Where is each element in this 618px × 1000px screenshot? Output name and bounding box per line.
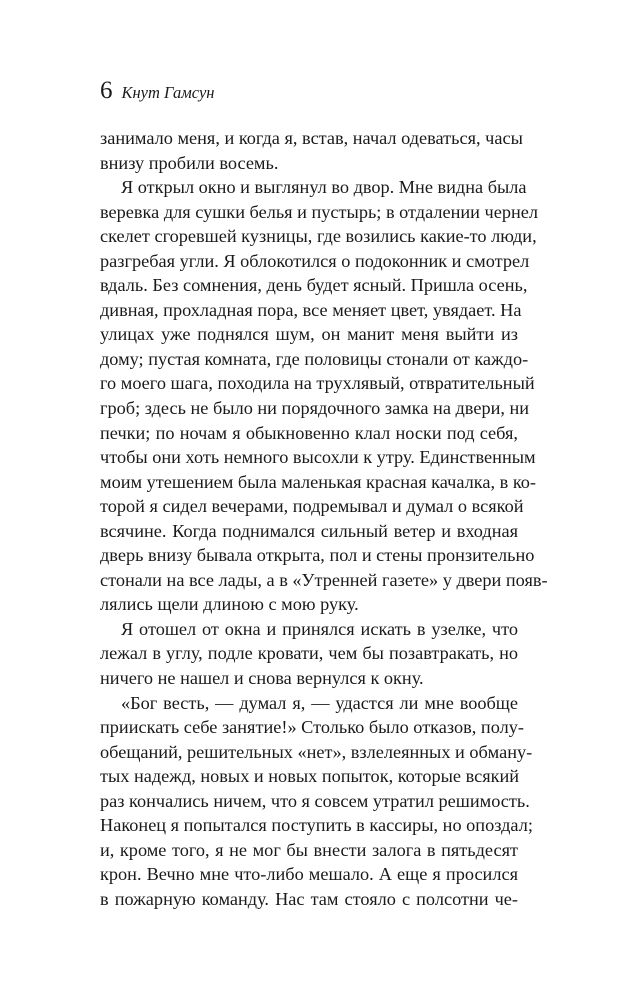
- text-line: чтобы они хоть немного высохли к утру. Единственным: [100, 447, 536, 468]
- text-line: Я открыл окно и выглянул во двор. Мне видна была: [121, 177, 527, 198]
- text-line: всячине. Когда поднимался сильный ветер и входная: [100, 520, 518, 541]
- text-line: Наконец я попытался поступить в кассиры, но опоздал;: [100, 815, 533, 836]
- text-line: дому; пустая комната, где половицы стонали от каждо-: [100, 348, 529, 369]
- text-line: «Бог весть, — думал я, — удастся ли мне вообще: [121, 692, 518, 713]
- text-line: го моего шага, походила на трухлявый, отвратительный: [100, 373, 535, 394]
- text-line: обещаний, решительных «нет», взлелеянных и обману-: [100, 741, 533, 762]
- text-line: торой я сидел вечерами, подремывал и думал о всякой: [100, 496, 524, 517]
- text-line: вдаль. Без сомнения, день будет ясный. Пришла осень,: [100, 275, 528, 296]
- text-line: моим утешением была маленькая красная качалка, в ко-: [100, 471, 536, 492]
- text-line: лежал в углу, подле кровати, чем бы позавтракать, но: [100, 643, 518, 664]
- text-line: и, кроме того, я не мог бы внести залога в пятьдесят: [100, 839, 518, 860]
- text-line: дивная, прохладная пора, все меняет цвет, увядает. На: [100, 299, 522, 320]
- text-line: гроб; здесь не было ни порядочного замка на двери, ни: [100, 398, 530, 419]
- text-line: тых надежд, новых и новых попыток, которые всякий: [100, 766, 520, 787]
- text-line: печки; по ночам я обыкновенно клал носки под себя,: [100, 422, 518, 443]
- text-line: стонали на все лады, а в «Утренней газете» у двери появ-: [100, 569, 548, 590]
- body-text: [100, 126, 548, 912]
- running-title: Кнут Гамсун: [121, 83, 215, 102]
- text-line: раз кончались ничем, что я совсем утратил решимость.: [100, 790, 530, 811]
- text-line: веревка для сушки белья и пустырь; в отдалении чернел: [100, 201, 538, 222]
- text-line: занимало меня, и когда я, встав, начал одеваться, часы: [100, 128, 523, 148]
- text-line: разгребая угли. Я облокотился о подоконник и смотрел: [100, 250, 530, 271]
- text-line: дверь внизу бывала открыта, пол и стены пронзительно: [100, 545, 535, 566]
- text-line: Я отошел от окна и принялся искать в узелке, что: [121, 618, 518, 639]
- text-line: улицах уже поднялся шум, он манит меня выйти из: [100, 324, 518, 345]
- text-line: лялись щели длиною с мою руку.: [100, 594, 359, 615]
- text-line: приискать себе занятие!» Столько было отказов, полу-: [100, 717, 524, 738]
- page-header: [100, 76, 214, 106]
- page-number: 6: [100, 77, 113, 104]
- text-line: скелет сгоревшей кузницы, где возились какие-то люди,: [100, 226, 537, 247]
- text-line: внизу пробили восемь.: [100, 152, 279, 173]
- text-line: ничего не нашел и снова вернулся к окну.: [100, 668, 424, 689]
- text-line: в пожарную команду. Нас там стояло с полсотни че-: [100, 888, 518, 909]
- text-line: крон. Вечно мне что-либо мешало. А еще я просился: [100, 864, 518, 885]
